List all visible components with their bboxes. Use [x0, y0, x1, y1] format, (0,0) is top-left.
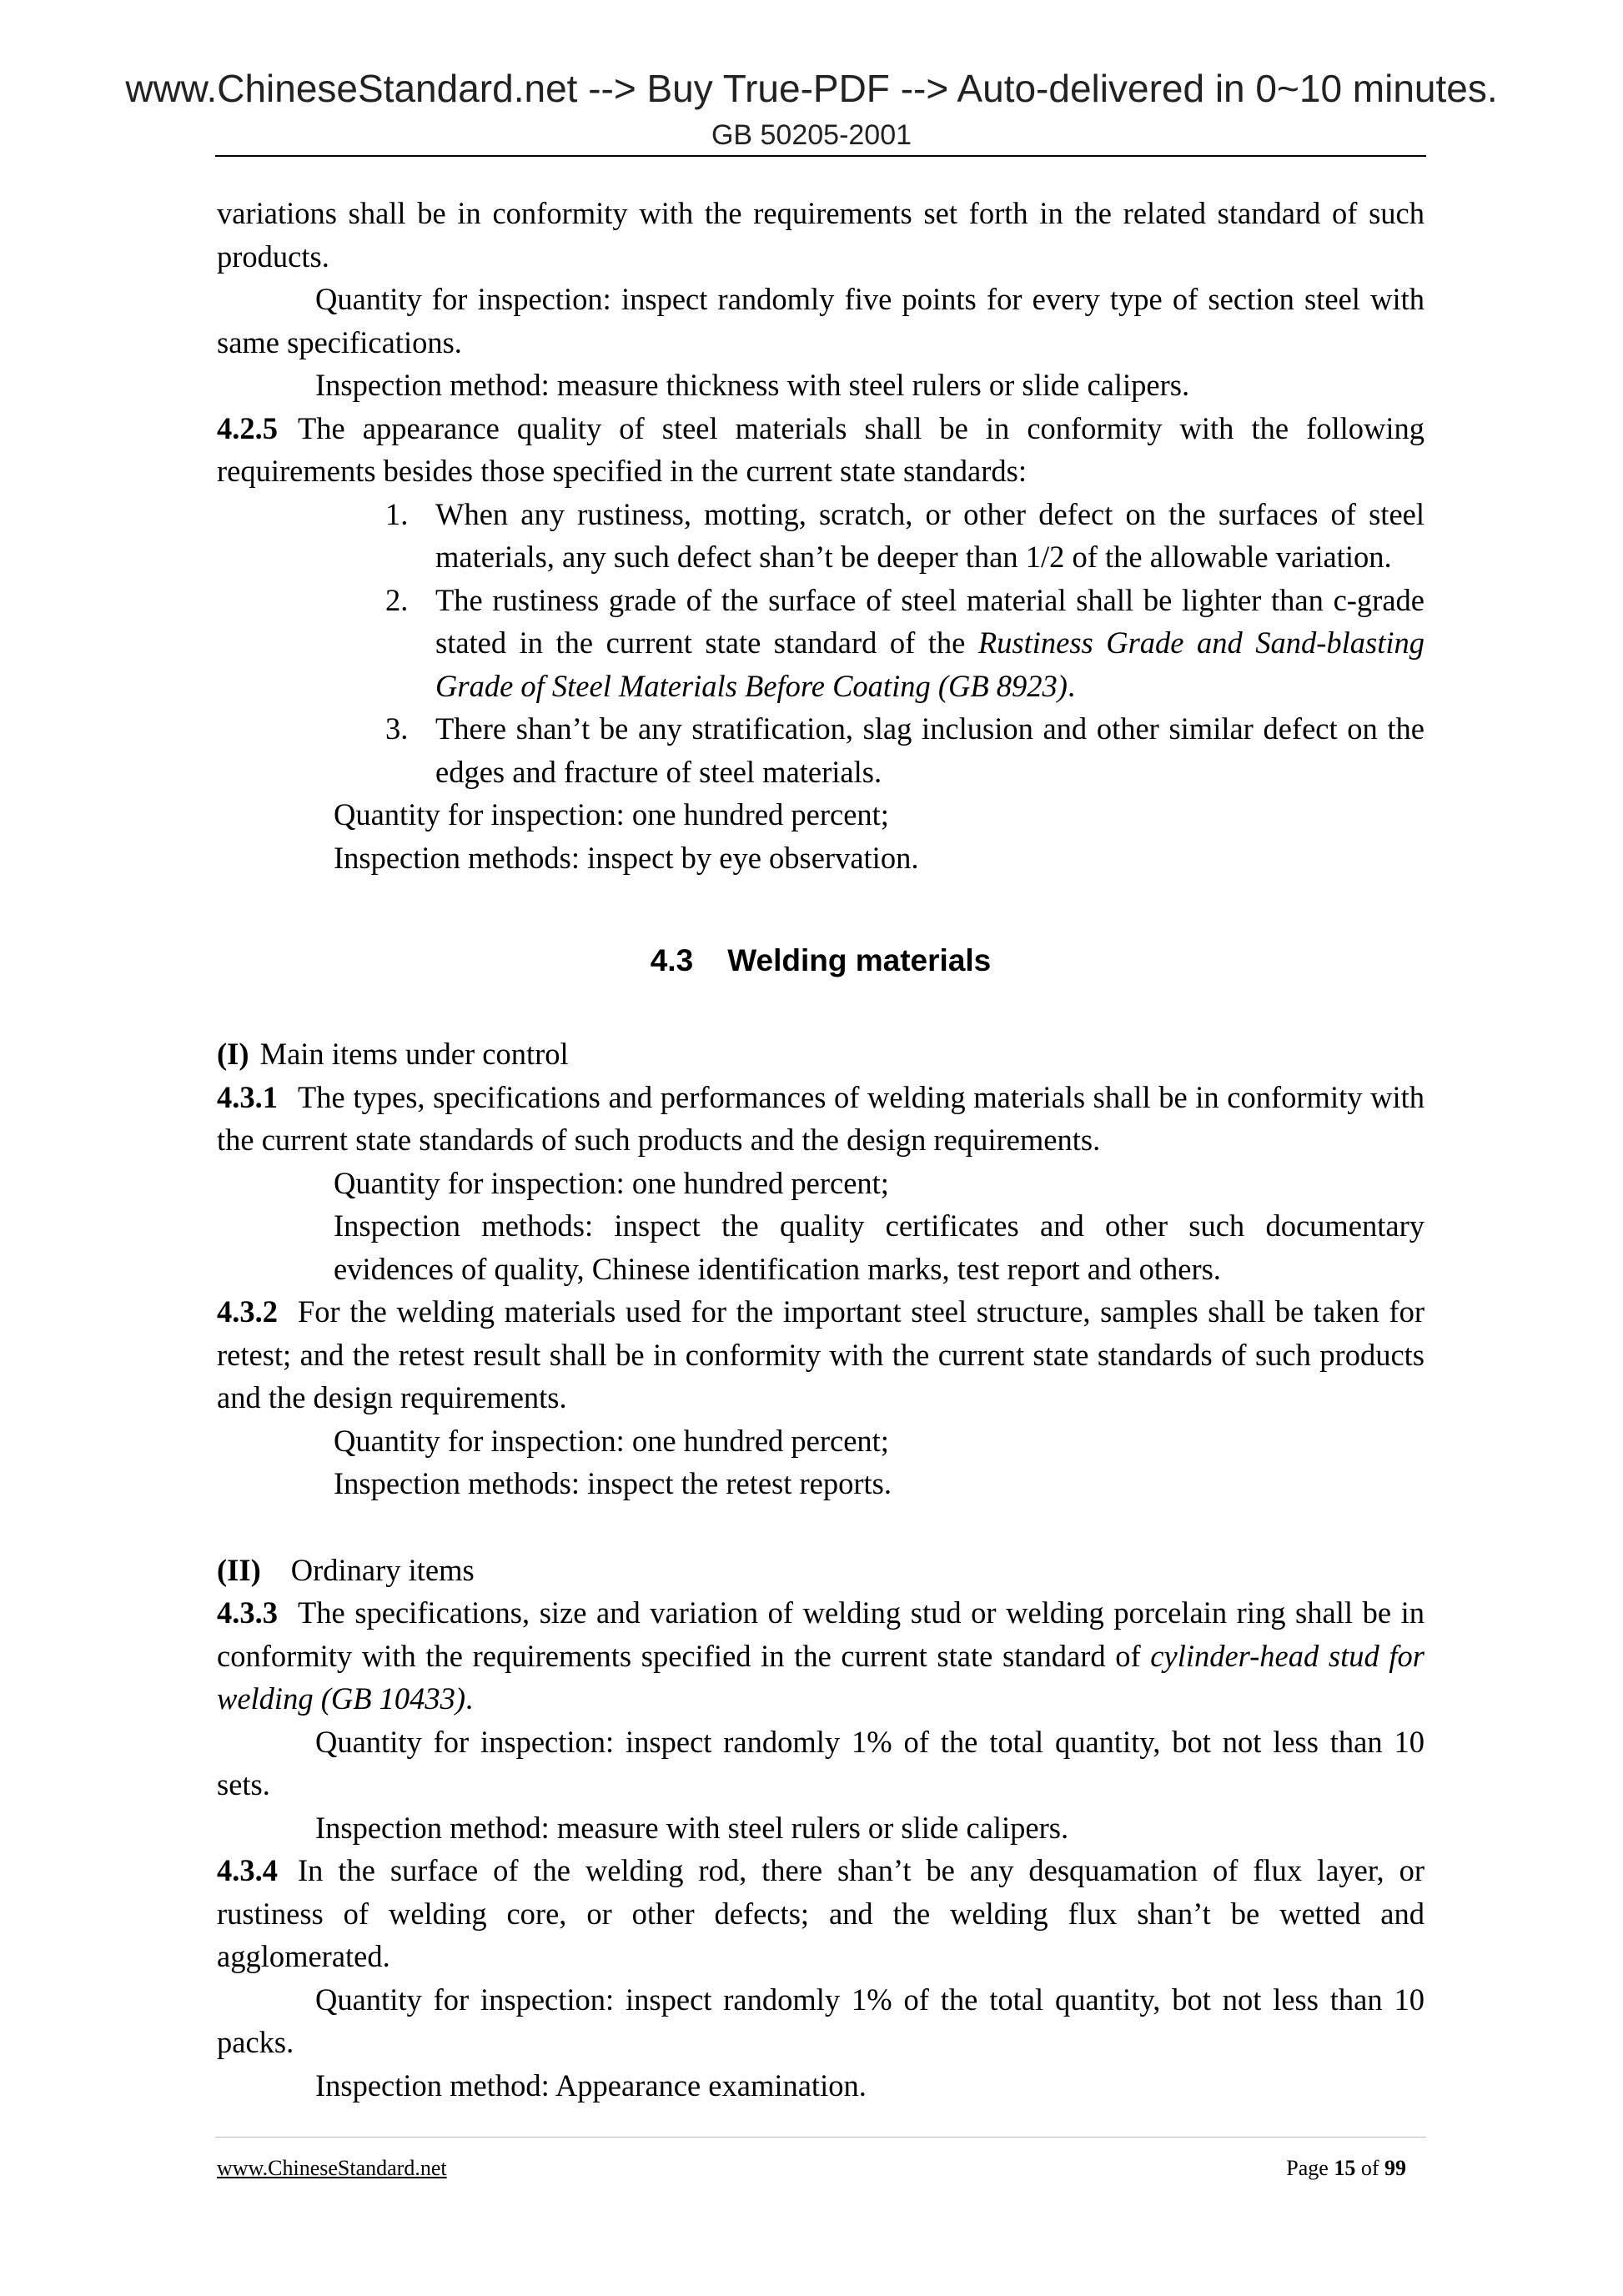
subsection-main-items [217, 1032, 1425, 1076]
list-item [385, 579, 1425, 708]
inspection-method: Inspection method: measure with steel rulers or slide calipers. [315, 1810, 1069, 1845]
clause-text: For the welding materials used for the important steel structure, samples shall be taken for retest; and the retest result shall be in conformity with the current state standards of such products and the design requirements. [217, 1294, 1425, 1414]
clause-4-3-3 [217, 1591, 1425, 1721]
clause-4-3-2 [217, 1290, 1425, 1419]
clause-number: 4.3.1 [217, 1079, 278, 1114]
clause-4-3-4 [217, 1849, 1425, 1978]
inspection-quantity: Quantity for inspection: one hundred percent; [334, 1423, 889, 1458]
inspection-method: Inspection method: Appearance examination. [315, 2067, 867, 2103]
list-item-text: The rustiness grade of the surface of steel material shall be lighter than c-grade stated in the current state standard of the [435, 582, 1425, 660]
clause-text: The types, specifications and performances of welding materials shall be in conformity with the current state standards of such products and the design requirements. [217, 1079, 1425, 1157]
inspection-quantity: Quantity for inspection: one hundred percent; [334, 1165, 889, 1200]
clause-number: 4.2.5 [217, 410, 278, 445]
subsection-label: Main items under control [259, 1037, 569, 1071]
subsection-ordinary-items [217, 1549, 1425, 1592]
inspection-quantity: Quantity for inspection: inspect randomly five points for every type of section steel with same specifications. [217, 282, 1425, 359]
roman-numeral: (I) [217, 1037, 249, 1071]
footer-site-link[interactable]: www.ChineseStandard.net [217, 2156, 447, 2180]
footer-divider [215, 2137, 1426, 2138]
list-item [385, 493, 1425, 579]
clause-4-3-1 [217, 1076, 1425, 1162]
roman-numeral: (II) [217, 1552, 261, 1587]
clause-number: 4.3.3 [217, 1595, 278, 1630]
clause-text: In the surface of the welding rod, there shan’t be any desquamation of flux layer, or rustiness of welding core, or other defects; and the welding flux shan’t be wetted and agglomerated. [217, 1853, 1425, 1973]
clause-number: 4.3.4 [217, 1853, 278, 1887]
inspection-quantity: Quantity for inspection: inspect randomly 1% of the total quantity, bot not less than 10 packs. [217, 1982, 1425, 2059]
clause-4-2-5 [217, 407, 1425, 493]
standard-reference: cylinder-head stud for welding (GB 10433) [217, 1638, 1425, 1716]
standard-number: GB 50205-2001 [711, 119, 912, 151]
standard-reference: Rustiness Grade and Sand-blasting Grade of Steel Materials Before Coating (GB 8923) [435, 625, 1425, 703]
list-item-end: . [1067, 668, 1076, 703]
clause-text: The appearance quality of steel materials shall be in conformity with the following requirements besides those specified in the current state standards: [217, 410, 1425, 488]
inspection-method: Inspection method: measure thickness with steel rulers or slide calipers. [315, 368, 1190, 402]
inspection-method: Inspection methods: inspect by eye observation. [334, 840, 919, 875]
list-item-number: 2. [385, 582, 409, 617]
section-title: 4.3 Welding materials [650, 943, 992, 977]
list-item-number: 3. [385, 711, 409, 746]
page-word: Page [1286, 2156, 1329, 2180]
list-item-text: There shan’t be any stratification, slag inclusion and other similar defect on the edges and fracture of steel materials. [435, 711, 1425, 789]
inspection-method: Inspection methods: inspect the quality certificates and other such documentary evidences of quality, Chinese identification marks, test report and others. [334, 1208, 1425, 1286]
subsection-label: Ordinary items [290, 1552, 475, 1587]
inspection-quantity: Quantity for inspection: one hundred percent; [334, 797, 889, 831]
page-indicator [1286, 2153, 1406, 2183]
spacer [217, 1505, 1425, 1549]
requirements-list [217, 493, 1425, 794]
list-item-number: 1. [385, 496, 409, 531]
inspection-method: Inspection methods: inspect the retest reports. [334, 1466, 892, 1500]
header-banner: www.ChineseStandard.net --> Buy True-PDF --> Auto-delivered in 0~10 minutes. [125, 67, 1498, 110]
inspection-quantity: Quantity for inspection: inspect randomly 1% of the total quantity, bot not less than 10 sets. [217, 1724, 1425, 1801]
document-body [217, 192, 1425, 2107]
list-item-text: When any rustiness, motting, scratch, or other defect on the surfaces of steel materials, any such defect shan’t be deeper than 1/2 of the allowable variation. [435, 496, 1425, 574]
header-divider [215, 155, 1426, 157]
inspection-method-wrap [217, 1204, 1425, 1290]
list-item [385, 707, 1425, 793]
page-number: 15 [1334, 2156, 1356, 2180]
clause-number: 4.3.2 [217, 1294, 278, 1329]
paragraph-continuation: variations shall be in conformity with the requirements set forth in the related standard of such products. [217, 196, 1425, 274]
of-word: of [1360, 2156, 1379, 2180]
clause-end: . [465, 1681, 474, 1716]
page-total: 99 [1384, 2156, 1406, 2180]
clause-text: The specifications, size and variation of welding stud or welding porcelain ring shall be in conformity with the requirements specified in the current state standard of [217, 1595, 1425, 1673]
